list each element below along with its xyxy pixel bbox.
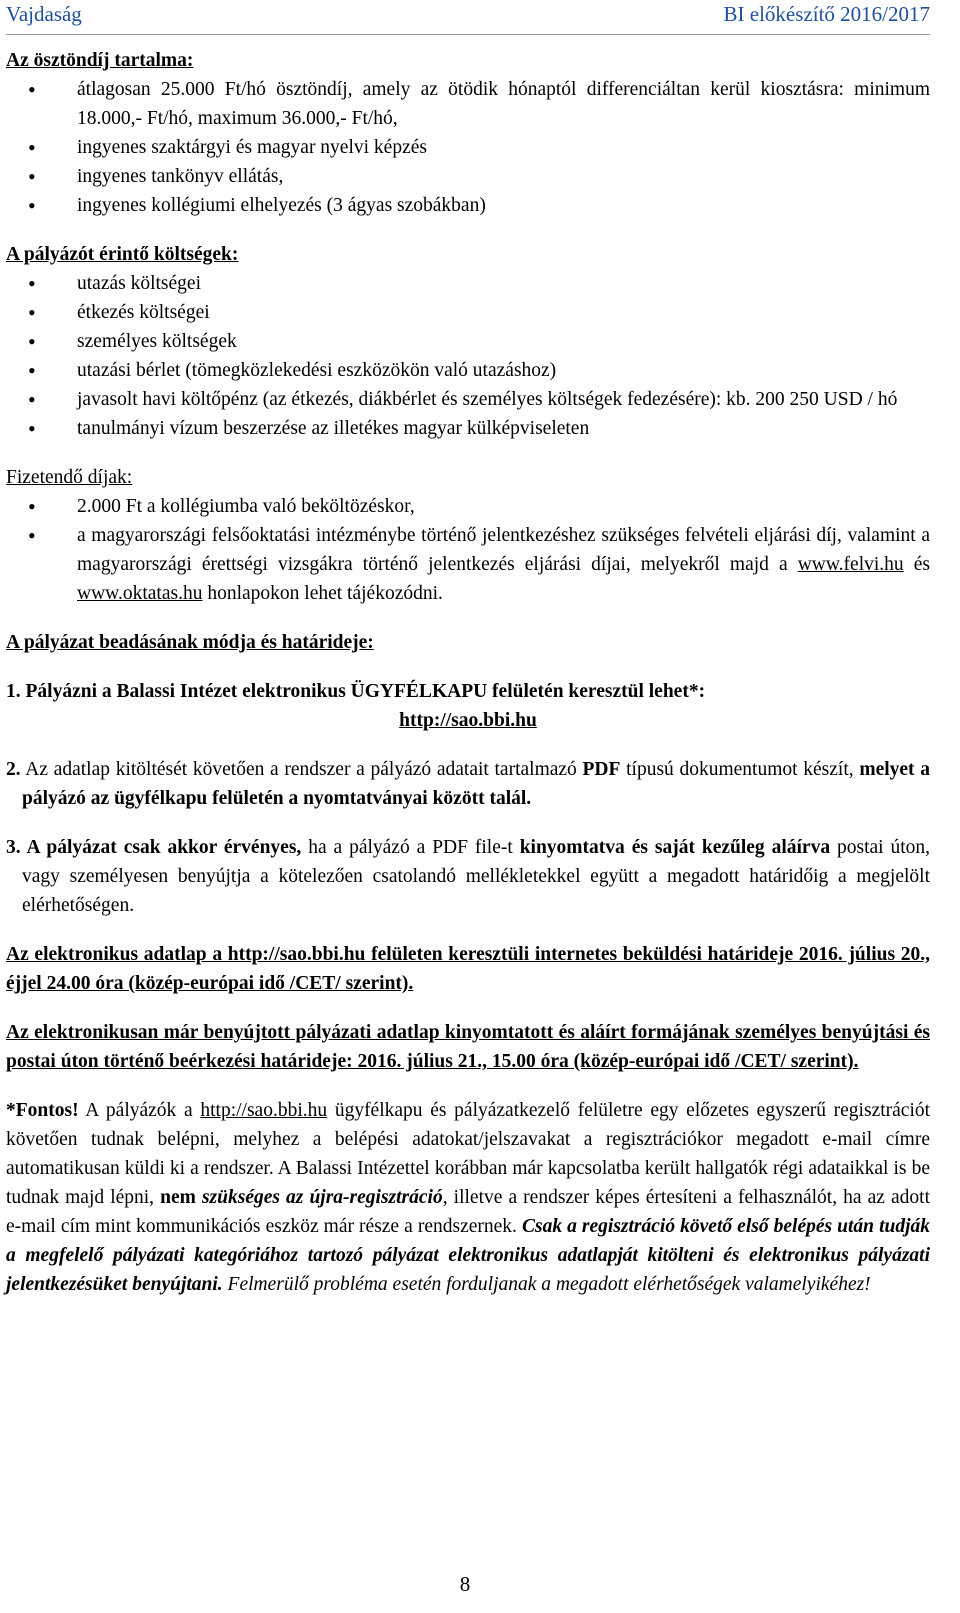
list-item: • ingyenes kollégiumi elhelyezés (3 ágyas szobákban) xyxy=(77,191,930,220)
sao-note-link[interactable]: http://sao.bbi.hu xyxy=(200,1100,328,1121)
list-item: • a magyarországi felsőoktatási intézménybe történő jelentkezéshez szükséges felvételi eljárási díj, valamint a magyarországi érettségi vizsgákra történő jelentkezés eljárási díjai, melyekről majd a www.felvi.hu és www.oktatas.hu honlapokon lehet tájékozódni. xyxy=(77,521,930,608)
sao-link[interactable]: http://sao.bbi.hu xyxy=(399,710,537,731)
list-item: • személyes költségek xyxy=(77,327,930,356)
important-note: *Fontos! A pályázók a http://sao.bbi.hu ügyfélkapu és pályázatkezelő felületre egy előzetes egyszerű regisztrációt követően tudnak belépni, melyhez a belépési adatokat/jelszavakat a regisztrációkor megadott e-mail címre automatikusan küldi ki a rendszer. A Balassi Intézettel korábban már kapcsolatba került hallgatók régi adataikkal is be tudnak majd lépni, nem szükséges az újra-regisztráció, illetve a rendszer képes értesíteni a felhasználót, ha az adott e-mail cím mint kommunikációs eszköz már része a rendszernek. Csak a regisztráció követő első belépés után tudják a megfelelő pályázati kategóriához tartozó pályázat elektronikus adatlapját kitölteni és elektronikus pályázati jelentkezésüket benyújtani. Felmerülő probléma esetén forduljanak a megadott elérhetőségek valamelyikéhez! xyxy=(6,1100,931,1295)
list-item: • utazási bérlet (tömegközlekedési eszközökön való utazáshoz) xyxy=(77,356,930,385)
fees-list xyxy=(6,492,930,608)
header-divider xyxy=(6,34,930,35)
scholarship-list xyxy=(6,75,930,220)
submission-title: A pályázat beadásának módja és határideje: xyxy=(6,632,374,653)
list-item: • étkezés költségei xyxy=(77,298,930,327)
list-item: • javasolt havi költőpénz (az étkezés, diákbérlet és személyes költségek fedezésére): kb. 200 250 USD / hó xyxy=(77,385,930,414)
list-item: • 2.000 Ft a kollégiumba való beköltözéskor, xyxy=(77,492,930,521)
felvi-link[interactable]: www.felvi.hu xyxy=(797,554,904,575)
list-item: • ingyenes tankönyv ellátás, xyxy=(77,162,930,191)
step-2: 2. Az adatlap kitöltését követően a rendszer a pályázó adatait tartalmazó PDF típusú dokumentumot készít, melyet a pályázó az ügyfélkapu felületén a nyomtatványai között talál. xyxy=(6,759,930,809)
list-item: • tanulmányi vízum beszerzése az illetékes magyar külképviseleten xyxy=(77,414,930,443)
header-program: BI előkészítő 2016/2017 xyxy=(723,2,930,26)
scholarship-title: Az ösztöndíj tartalma: xyxy=(6,50,194,71)
fees-title: Fizetendő díjak: xyxy=(6,467,133,488)
list-item: • utazás költségei xyxy=(77,269,930,298)
page-number: 8 xyxy=(459,1572,471,1596)
costs-list xyxy=(6,269,930,443)
step-3: 3. A pályázat csak akkor érvényes, ha a pályázó a PDF file-t kinyomtatva és saját kezűleg aláírva postai úton, vagy személyesen benyújtja a kötelezően csatolandó mellékletekkel együtt a megadott határidőig a megjelölt elérhetőségen. xyxy=(6,837,931,916)
step-1-url-line xyxy=(6,706,930,735)
list-item: • ingyenes szaktárgyi és magyar nyelvi képzés xyxy=(77,133,930,162)
paper-deadline: Az elektronikusan már benyújtott pályázati adatlap kinyomtatott és aláírt formájának személyes benyújtási és postai úton történő beérkezési határideje: 2016. július 21., 15.00 óra (közép-európai idő /CET/ szerint). xyxy=(6,1022,930,1072)
oktatas-link[interactable]: www.oktatas.hu xyxy=(77,583,203,604)
header-region: Vajdaság xyxy=(6,2,82,26)
document-body xyxy=(6,46,930,1299)
list-item: • átlagosan 25.000 Ft/hó ösztöndíj, amely az ötödik hónaptól differenciáltan kerül kiosztásra: minimum 18.000,- Ft/hó, maximum 36.000,- Ft/hó, xyxy=(77,75,930,133)
electronic-deadline: Az elektronikus adatlap a http://sao.bbi.hu felületen keresztüli internetes beküldési határideje 2016. július 20., éjjel 24.00 óra (közép-európai idő /CET/ szerint). xyxy=(6,944,930,994)
step-1: 1. Pályázni a Balassi Intézet elektronikus ÜGYFÉLKAPU felületén keresztül lehet*: xyxy=(6,681,706,702)
costs-title: A pályázót érintő költségek: xyxy=(6,244,239,265)
